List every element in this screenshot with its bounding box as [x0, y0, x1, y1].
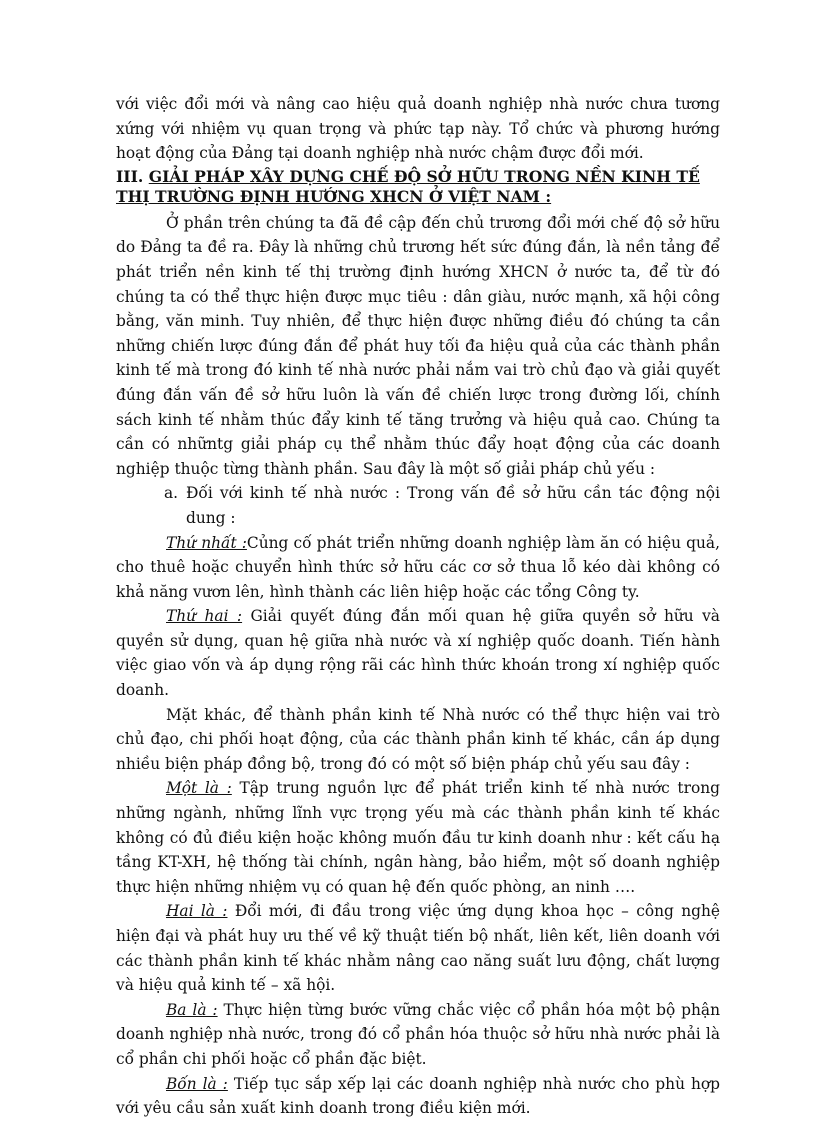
measure-text: Thực hiện từng bước vững chắc việc cổ phần hóa một bộ phận doanh nghiệp nhà nước, trong đó cổ phần hóa thuộc sở hữu nhà nước phải là cổ phần chi phối hoặc cổ phần đặc biệt.	[116, 1000, 721, 1068]
list-marker: a.	[164, 484, 179, 503]
measure-text: Đổi mới, đi đầu trong việc ứng dụng khoa học – công nghệ hiện đại và phát huy ưu thế về kỹ thuật tiến bộ nhất, liên kết, liên doanh với các thành phần kinh tế khác nhằm nâng cao năng suất lưu động, chất lượng và hiệu quả kinh tế – xã hội.	[116, 902, 720, 995]
measure-text: Tập trung nguồn lực để phát triển kinh tế nhà nước trong những ngành, những lĩnh vực trọng yếu mà các thành phần kinh tế khác không có đủ điều kiện hoặc không muốn đầu tư kinh doanh như : kết cấu hạ tầng KT-XH, hệ thống tài chính, ngân hàng, bảo hiểm, một số doanh nghiệp thực hiện những nhiệm vụ có quan hệ đến quốc phòng, an ninh ….	[116, 779, 720, 896]
measure-two	[116, 899, 720, 997]
measure-lead: Một là :	[166, 779, 232, 798]
item-lead: Thứ hai :	[166, 607, 243, 626]
document-page	[116, 92, 720, 1121]
measure-one	[116, 776, 720, 899]
measure-text: Tiếp tục sắp xếp lại các doanh nghiệp nhà nước cho phù hợp với yêu cầu sản xuất kinh doanh trong điều kiện mới.	[116, 1074, 720, 1118]
section-title: GIẢI PHÁP XÂY DỰNG CHẾ ĐỘ SỞ HỮU TRONG NỀN KINH TẾ THỊ TRƯỜNG ĐỊNH HƯỚNG XHCN Ở VIỆT NAM :	[116, 166, 700, 206]
section-number: III.	[116, 166, 149, 186]
item-second	[116, 604, 720, 702]
measure-three	[116, 998, 720, 1072]
item-first	[116, 531, 720, 605]
measure-lead: Ba là :	[166, 1000, 218, 1019]
middle-paragraph: Mặt khác, để thành phần kinh tế Nhà nước có thể thực hiện vai trò chủ đạo, chi phối hoạt động, của các thành phần kinh tế khác, cần áp dụng nhiều biện pháp đồng bộ, trong đó có một số biện pháp chủ yếu sau đây :	[116, 705, 720, 773]
intro-paragraph: với việc đổi mới và nâng cao hiệu quả doanh nghiệp nhà nước chưa tương xứng với nhiệm vụ quan trọng và phức tạp này. Tổ chức và phương hướng hoạt động của Đảng tại doanh nghiệp nhà nước chậm được đổi mới.	[116, 95, 720, 163]
section-heading	[116, 167, 720, 207]
measure-lead: Hai là :	[166, 902, 228, 921]
main-paragraph: Ở phần trên chúng ta đã đề cập đến chủ trương đổi mới chế độ sở hữu do Đảng ta đề ra. Đây là những chủ trương hết sức đúng đắn, là nền tảng để phát triển nền kinh tế thị trường định hướng XHCN ở nước ta, để từ đó chúng ta có thể thực hiện được mục tiêu : dân giàu, nước mạnh, xã hội công bằng, văn minh. Tuy nhiên, để thực hiện được những điều đó chúng ta cần những chiến lược đúng đắn để phát huy tối đa hiệu quả của các thành phần kinh tế mà trong đó kinh tế nhà nước phải nắm vai trò chủ đạo và giải quyết đúng đắn vấn đề sở hữu luôn là vấn đề chiến lược trong đường lối, chính sách kinh tế nhằm thúc đẩy kinh tế tăng trưởng và hiệu quả cao. Chúng ta cần có nhữntg giải pháp cụ thể nhằm thúc đẩy hoạt động của các doanh nghiệp thuộc từng thành phần. Sau đây là một số giải pháp chủ yếu :	[116, 213, 720, 478]
item-text: Củng cố phát triển những doanh nghiệp làm ăn có hiệu quả, cho thuê hoặc chuyển hình thức sở hữu các cơ sở thua lỗ kéo dài không có khả năng vươn lên, hình thành các liên hiệp hoặc các tổng Công ty.	[116, 533, 720, 601]
list-item-a	[116, 481, 720, 530]
item-lead: Thứ nhất :	[166, 533, 247, 552]
measure-four	[116, 1072, 720, 1121]
measure-lead: Bốn là :	[166, 1074, 228, 1093]
item-text: Giải quyết đúng đắn mối quan hệ giữa quyền sở hữu và quyền sử dụng, quan hệ giữa nhà nước và xí nghiệp quốc doanh. Tiến hành việc giao vốn và áp dụng rộng rãi các hình thức khoán trong xí nghiệp quốc doanh.	[116, 607, 720, 700]
list-item-text: Đối với kinh tế nhà nước : Trong vấn đề sở hữu cần tác động nội dung :	[186, 484, 720, 527]
